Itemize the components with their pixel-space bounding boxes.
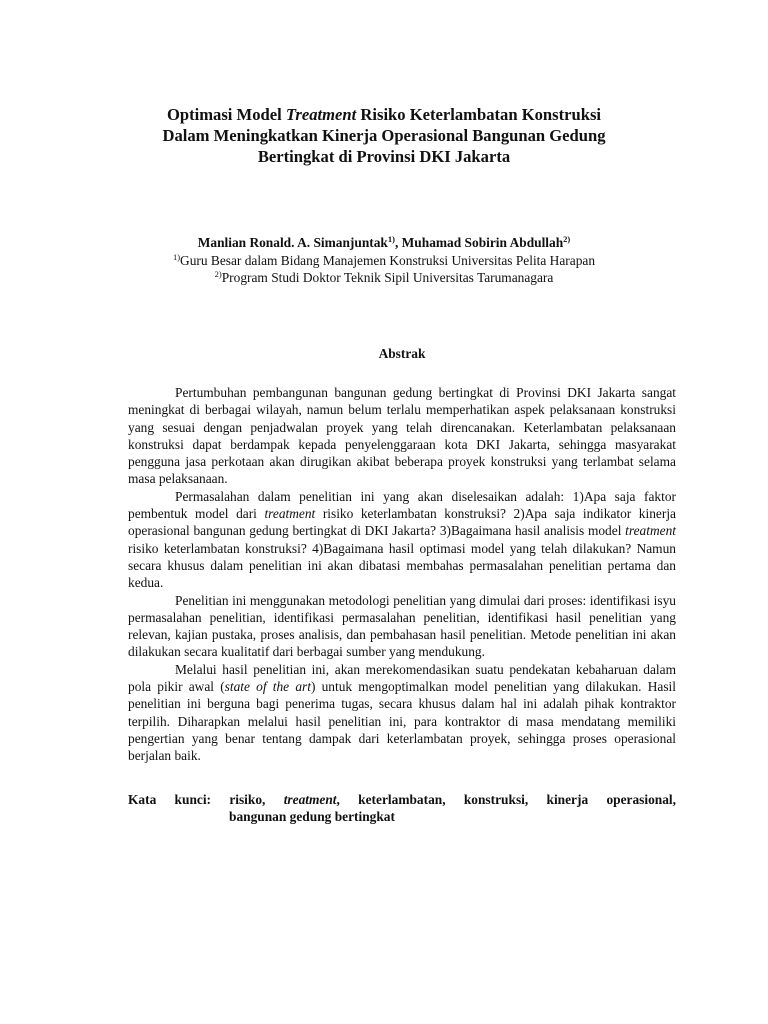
italic-term: treatment — [625, 523, 676, 539]
title-text: Optimasi Model — [166, 105, 286, 124]
title-text: Risiko Keterlambatan Konstruksi — [356, 105, 602, 124]
author-2: Muhamad Sobirin Abdullah — [401, 235, 564, 250]
title-italic-term: Treatment — [285, 105, 357, 124]
keywords — [128, 791, 676, 826]
title-line-1 — [90, 104, 678, 125]
keywords-line-1 — [128, 791, 676, 808]
author-1: Manlian Ronald. A. Simanjuntak — [197, 235, 388, 250]
paragraph-text: ) untuk mengoptimalkan model penelitian yang dilakukan. Hasil penelitian ini berguna bagi penerima tugas, secara khusus dalam hal ini adalah pihak kontraktor terpilih. Diharapkan melalui hasil penelitian ini, para kontraktor di masa mendatang memiliki pengertian yang benar tentang dampak dari keterlambatan proyek, sehingga proses operasional berjalan baik. — [128, 679, 676, 764]
keyword-group — [284, 792, 676, 807]
paper-title — [90, 104, 678, 167]
affiliation-1-text: Guru Besar dalam Bidang Manajemen Konstruksi Universitas Pelita Harapan — [180, 253, 596, 268]
paragraph-text: risiko keterlambatan konstruksi? 2)Apa saja indikator kinerja operasional bangunan gedung bertingkat di DKI Jakarta? 3)Bagaimana hasil analisis model — [128, 506, 676, 539]
paragraph-text: Permasalahan dalam penelitian ini yang akan diselesaikan adalah: 1)Apa saja faktor pembentuk model dari — [128, 488, 676, 522]
abstract-paragraph-2 — [128, 488, 676, 592]
author-separator: , — [394, 235, 402, 250]
affiliation-1-mark: 1) — [172, 252, 181, 262]
abstract-heading: Abstrak — [378, 346, 426, 361]
paragraph-text: Melalui hasil penelitian ini, akan merekomendasikan suatu pendekatan kebaharuan dalam pola pikir awal ( — [128, 661, 676, 695]
author-block — [90, 234, 678, 286]
italic-term: state of the art — [224, 679, 311, 695]
title-line-3: Bertingkat di Provinsi DKI Jakarta — [257, 147, 511, 166]
keywords-line-2: bangunan gedung bertingkat — [229, 809, 395, 825]
affiliation-2 — [90, 269, 678, 286]
affiliation-2-mark: 2) — [214, 269, 222, 279]
abstract-paragraph-3: Penelitian ini menggunakan metodologi penelitian yang dimulai dari proses: identifikasi isyu permasalahan penelitian, identifikasi permasalahan penelitian, identifikasi hasil penelitian yang relevan, kajian pustaka, proses analisis, dan pembahasan hasil penelitian. Metode penelitian ini akan dilakukan secara kualitatif dari berbagai sumber yang mendukung. — [128, 592, 676, 660]
affiliation-2-text: Program Studi Doktor Teknik Sipil Universitas Tarumanagara — [221, 270, 554, 285]
author-1-mark: 1) — [387, 234, 395, 244]
title-line-2: Dalam Meningkatkan Kinerja Operasional Bangunan Gedung — [162, 126, 606, 145]
abstract-paragraph-4 — [128, 661, 676, 765]
keyword-list: , keterlambatan, konstruksi, kinerja operasional, — [336, 792, 677, 807]
affiliation-1 — [90, 252, 678, 269]
keyword-italic: treatment — [283, 792, 337, 807]
author-2-mark: 2) — [563, 234, 571, 244]
author-names — [90, 234, 678, 251]
keywords-label: Kata kunci: — [128, 792, 212, 807]
abstract-paragraph-1: Pertumbuhan pembangunan bangunan gedung bertingkat di Provinsi DKI Jakarta sangat meningkat di berbagai wilayah, namun belum terlalu memperhatikan aspek pelaksanaan konstruksi yang sesuai dengan penjadwalan proyek yang telah direncanakan. Keterlambatan pelaksanaan konstruksi dapat berdampak kepada penyelenggaraan kota DKI Jakarta, sehingga masyarakat pengguna jasa perkotaan akan dirugikan akibat beberapa proyek konstruksi yang terlambat selama masa pelaksanaan. — [128, 385, 676, 487]
paragraph-text: risiko keterlambatan konstruksi? 4)Bagaimana hasil optimasi model yang telah dilakukan? Namun secara khusus dalam penelitian ini akan dibatasi membahas permasalahan penelitian pertama dan kedua. — [128, 540, 676, 591]
italic-term: treatment — [264, 506, 316, 522]
keyword: risiko, — [229, 792, 266, 807]
abstract-body — [128, 384, 676, 765]
